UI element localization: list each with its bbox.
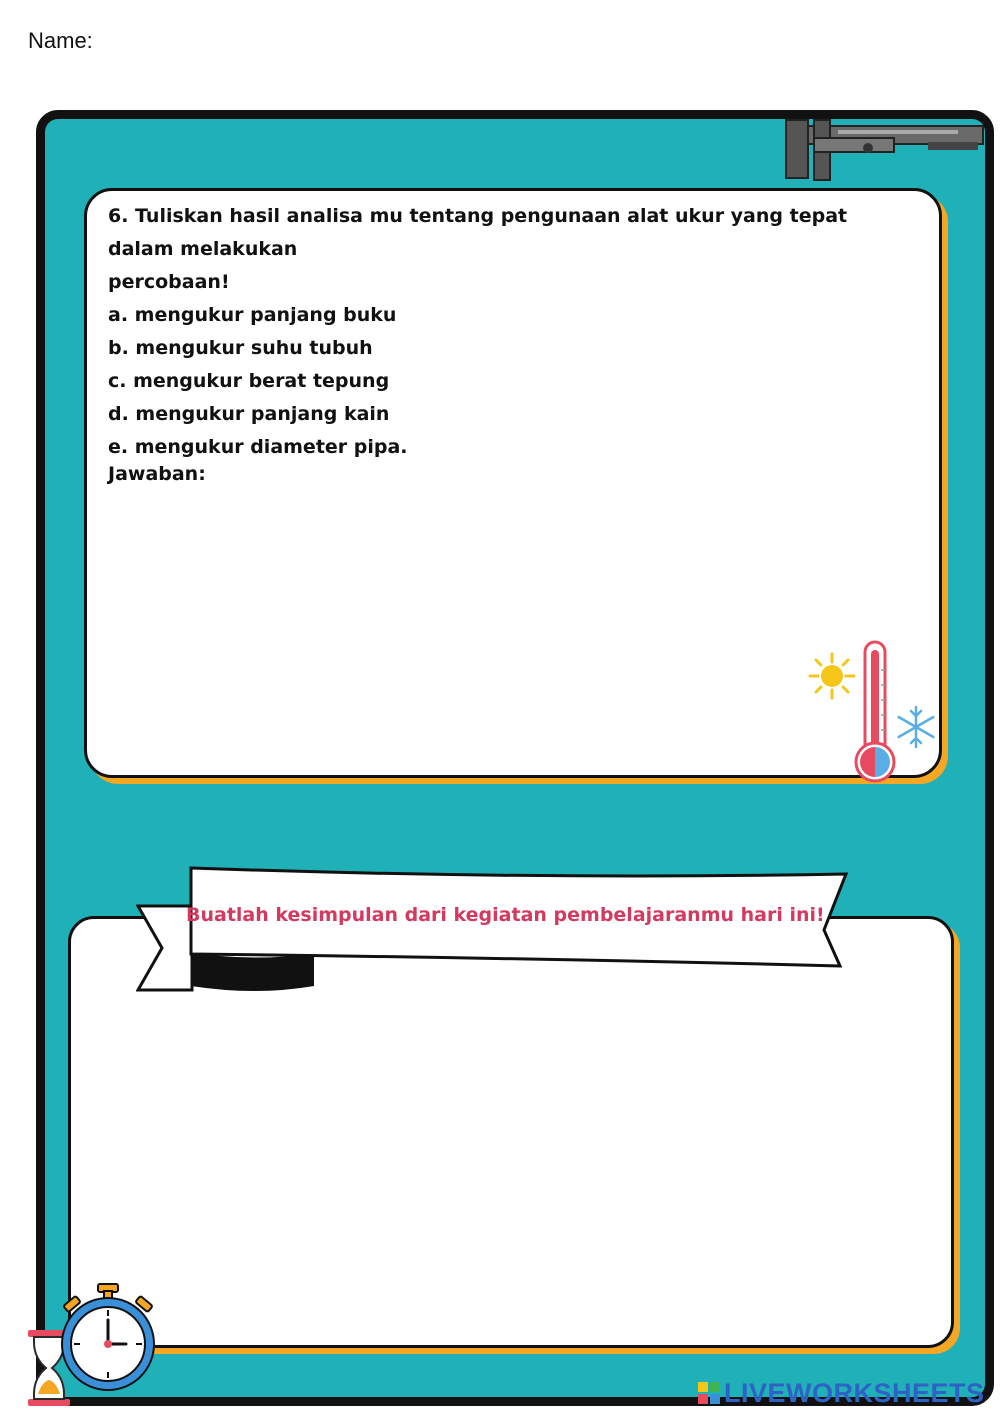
- question-line: 6. Tuliskan hasil analisa mu tentang pengunaan alat ukur yang tepat dalam melakukan: [108, 205, 848, 260]
- ribbon-banner: [136, 866, 848, 1006]
- answer-label: Jawaban:: [108, 463, 206, 485]
- sun-icon: [808, 652, 856, 700]
- thermometer-icon: [852, 640, 898, 784]
- caliper-icon: [778, 118, 988, 184]
- answer-input[interactable]: [108, 500, 798, 750]
- name-label: Name:: [28, 28, 93, 53]
- option-b: b. mengukur suhu tubuh: [108, 337, 373, 359]
- stopwatch-icon: [56, 1282, 160, 1394]
- watermark-text: [698, 1378, 985, 1409]
- option-d: d. mengukur panjang kain: [108, 403, 390, 425]
- banner-title: Buatlah kesimpulan dari kegiatan pembelajaranmu hari ini!: [186, 904, 825, 926]
- question-line: percobaan!: [108, 271, 230, 293]
- option-c: c. mengukur berat tepung: [108, 370, 390, 392]
- option-a: a. mengukur panjang buku: [108, 304, 397, 326]
- conclusion-input[interactable]: [90, 1000, 930, 1330]
- question-text: [108, 200, 918, 464]
- snowflake-icon: [893, 704, 939, 750]
- option-e: e. mengukur diameter pipa.: [108, 436, 408, 458]
- watermark-label: LIVEWORKSHEETS: [724, 1378, 985, 1408]
